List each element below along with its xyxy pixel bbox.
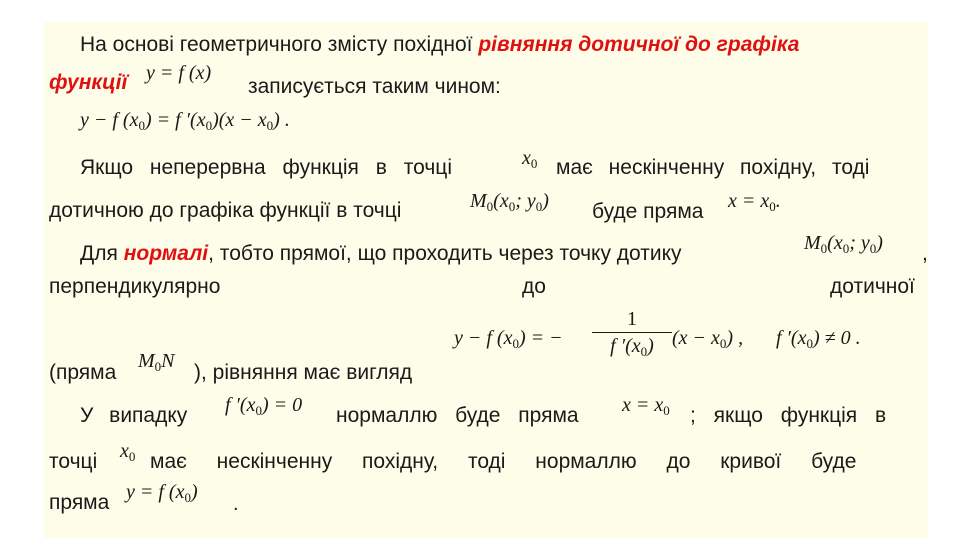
vertical-line-eq: $x = x_0$. [728, 190, 781, 214]
point-M0: $M_0(x_0$; $y_0$) [470, 190, 549, 214]
formula-y-eq-fx: y = f (x) [146, 62, 212, 84]
fraction-denominator: f $'(x_0)$ [610, 335, 654, 359]
normal-eq-rhs: $(x - x_0)$ , [672, 327, 744, 351]
p4-line1-b: нормаллю буде пряма [336, 404, 579, 427]
normal-condition: f $'(x_0) \ne 0$ . [776, 327, 861, 351]
p4-period: . [233, 493, 239, 515]
p4-line1-a: У випадку [80, 404, 188, 427]
line-M0N: $M_0N$ [138, 350, 175, 374]
normal-horizontal-eq: y = f $(x_0)$ [126, 481, 198, 505]
x0-symbol: $x_0$ [522, 147, 538, 171]
p4-line1-c: ; якщо функція в [690, 404, 887, 427]
p3-word-perpendicular: перпендикулярно [49, 275, 221, 298]
p4-line2-a: точці [49, 450, 98, 473]
x0-symbol-2: $x_0$ [120, 440, 136, 464]
point-M0-contact: $M_0(x_0$; $y_0$) [804, 232, 883, 256]
p2-line2-b: буде пряма [592, 200, 704, 223]
tangent-equation-highlight: рівняння дотичної до графіка [478, 33, 800, 56]
p3-line1-text: Для нормалі, тобто прямої, що проходить через точку дотику [80, 242, 682, 265]
p2-line2-a: дотичною до графіка функції в точці [49, 199, 402, 222]
fraction-numerator: 1 [627, 308, 637, 330]
p3-line3-a: (пряма [49, 361, 117, 384]
function-highlight: функції [49, 71, 128, 94]
normal-highlight: нормалі [123, 242, 209, 265]
p1-line2-rest: записується таким чином: [248, 75, 501, 98]
p3-word-to: до [522, 275, 546, 298]
p1-line1-text [80, 34, 799, 55]
zero-derivative-condition: f $'(x_0) = 0$ [225, 394, 303, 418]
tangent-equation: y − f $(x_0) = f$ $'(x_0)(x - x_0)$ . [80, 109, 290, 133]
p4-line3-a: пряма [49, 491, 110, 514]
normal-vertical-eq: $x = x_0$ [622, 394, 670, 418]
p1-line2-text [49, 72, 127, 93]
fraction-bar [592, 332, 672, 333]
normal-eq-fraction [592, 309, 672, 358]
p3-line3-b: ), рівняння має вигляд [194, 361, 413, 384]
p3-word-tangent: дотичної [830, 275, 915, 298]
normal-eq-lhs: y − f $(x_0)$ = − [454, 327, 563, 351]
p3-comma: , [922, 242, 928, 265]
p4-line2-b: має нескінченну похідну, тоді нормаллю до кривої буде [150, 450, 857, 473]
p1-line1-plain: На основі геометричного змісту похідної [80, 33, 473, 56]
p2-line1-b: має нескінченну похідну, тоді [556, 156, 870, 179]
p2-line1-a: Якщо неперервна функція в точці [80, 156, 452, 179]
